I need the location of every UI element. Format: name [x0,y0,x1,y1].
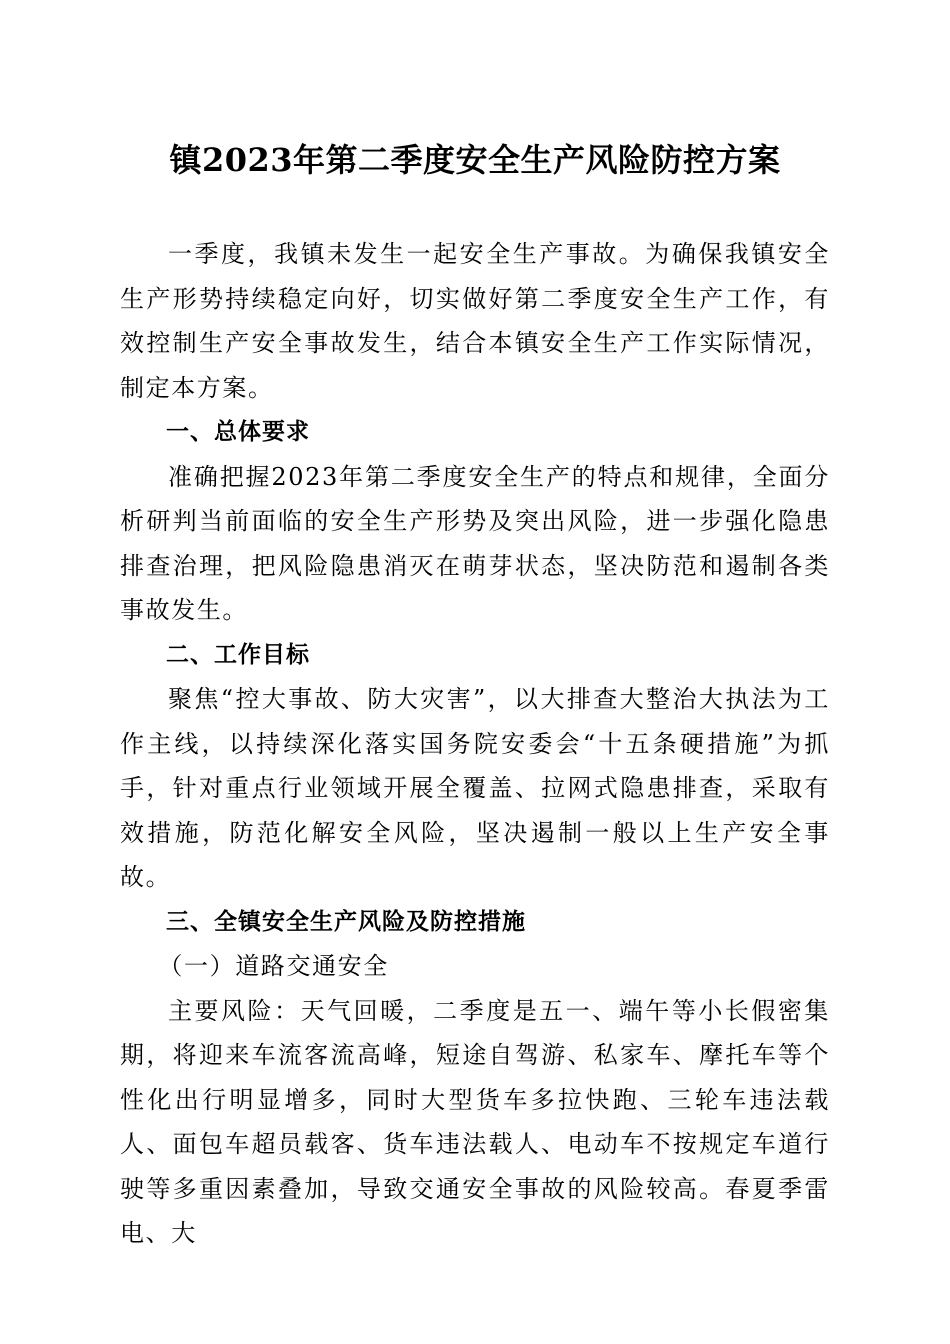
section-2-paragraph: 聚焦“控大事故、防大灾害”，以大排查大整治大执法为工作主线，以持续深化落实国务院安委会“十五条硬措施”为抓手，针对重点行业领域开展全覆盖、拉网式隐患排查，采取有效措施，防范化解安全风险，坚决遏制一般以上生产安全事故。 [120,685,830,891]
subsection-road-traffic-paragraph: 主要风险：天气回暖，二季度是五一、端午等小长假密集期，将迎来车流客流高峰，短途自驾游、私家车、摩托车等个性化出行明显增多，同时大型货车多拉快跑、三轮车违法载人、面包车超员载客、货车违法载人、电动车不按规定车道行驶等多重因素叠加，导致交通安全事故的风险较高。春夏季雷电、大 [120,996,830,1247]
subsection-road-traffic-heading: （一）道路交通安全 [158,952,389,980]
document-title: 镇2023年第二季度安全生产风险防控方案 [169,141,781,179]
document-body [120,232,830,1256]
section-2-heading: 二、工作目标 [166,641,310,668]
section-3-heading: 三、全镇安全生产风险及防控措施 [166,908,526,935]
intro-paragraph: 一季度，我镇未发生一起安全生产事故。为确保我镇安全生产形势持续稳定向好，切实做好第二季度安全生产工作，有效控制生产安全事故发生，结合本镇安全生产工作实际情况，制定本方案。 [120,240,830,402]
section-1-paragraph: 准确把握2023年第二季度安全生产的特点和规律，全面分析研判当前面临的安全生产形势及突出风险，进一步强化隐患排查治理，把风险隐患消灭在萌芽状态，坚决防范和遏制各类事故发生。 [120,462,830,624]
section-1-heading: 一、总体要求 [166,419,310,445]
